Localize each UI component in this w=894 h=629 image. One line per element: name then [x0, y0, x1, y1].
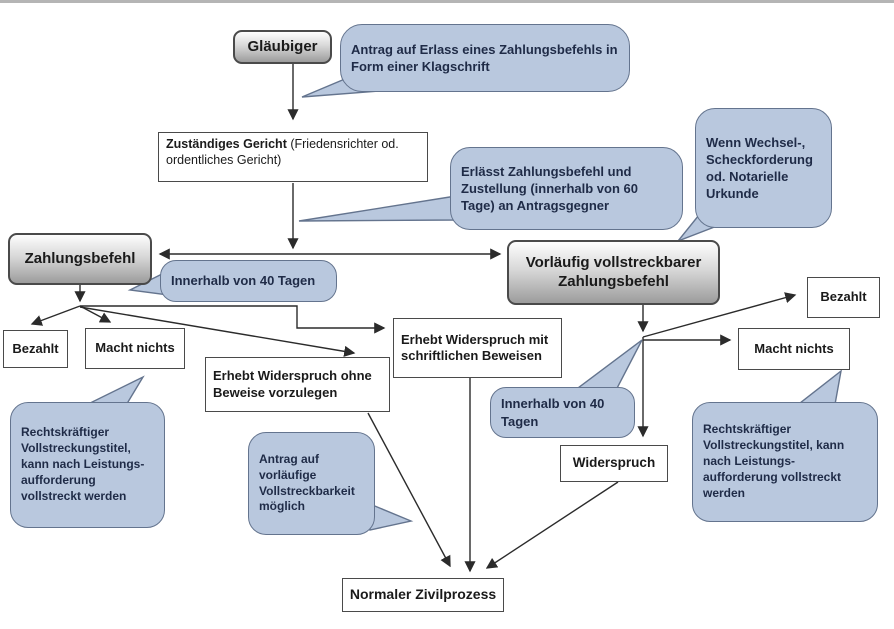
- node-vorlaeufig-zahlungsbefehl: Vorläufig vollstreckbarer Zahlungsbefehl: [507, 240, 720, 305]
- node-normaler-zivilprozess: Normaler Zivilprozess: [342, 578, 504, 612]
- node-macht-nichts-left: Macht nichts: [85, 328, 185, 369]
- bubble-rechtskraeftig-links: Rechtskräftiger Vollstreckungstitel, kann nach Leistungs- aufforderung vollstreckt werden: [10, 402, 165, 528]
- bubble-erlaesst: Erlässt Zahlungsbefehl und Zustellung (innerhalb von 60 Tage) an Antragsgegner: [450, 147, 683, 230]
- tail-antrag-vorlaeufig-bubble: [370, 504, 411, 530]
- arrow-to-bezahlt-left: [32, 306, 80, 324]
- node-glaeubiger: Gläubiger: [233, 30, 332, 64]
- bubble-innerhalb-rechts: Innerhalb von 40 Tagen: [490, 387, 635, 438]
- node-widerspruch-ohne: Erhebt Widerspruch ohne Beweise vorzulegen: [205, 357, 390, 412]
- node-zustaendiges-gericht: [158, 132, 428, 182]
- arrow-ohne-to-zivilprozess: [368, 413, 450, 566]
- gericht-label-rest: (Friedensrichter od. ordentliches Gericht): [166, 137, 399, 167]
- tail-innerhalb-rechts-bubble: [574, 340, 642, 394]
- bubble-rechtskraeftig-rechts: Rechtskräftiger Vollstreckungstitel, kann nach Leistungs- aufforderung vollstreckt werden: [692, 402, 878, 522]
- bubble-antrag: Antrag auf Erlass eines Zahlungsbefehls in Form einer Klagschrift: [340, 24, 630, 92]
- node-widerspruch: Widerspruch: [560, 445, 668, 482]
- bubble-wechsel: Wenn Wechsel-, Scheckforderung od. Notarielle Urkunde: [695, 108, 832, 228]
- node-widerspruch-mit: Erhebt Widerspruch mit schriftlichen Beweisen: [393, 318, 562, 378]
- bubble-innerhalb-links: Innerhalb von 40 Tagen: [160, 260, 337, 302]
- bubble-antrag-vorlaeufig: Antrag auf vorläufige Vollstreckbarkeit möglich: [248, 432, 375, 535]
- tail-erlaesst-bubble: [299, 196, 456, 221]
- node-bezahlt-right: Bezahlt: [807, 277, 880, 318]
- node-bezahlt-left: Bezahlt: [3, 330, 68, 368]
- gericht-label-bold: Zuständiges Gericht: [166, 137, 287, 151]
- node-zahlungsbefehl: Zahlungsbefehl: [8, 233, 152, 285]
- arrow-to-widerspruch-mit: [80, 306, 384, 328]
- arrow-widerspruch-to-zivilprozess: [487, 482, 618, 568]
- node-macht-nichts-right: Macht nichts: [738, 328, 850, 370]
